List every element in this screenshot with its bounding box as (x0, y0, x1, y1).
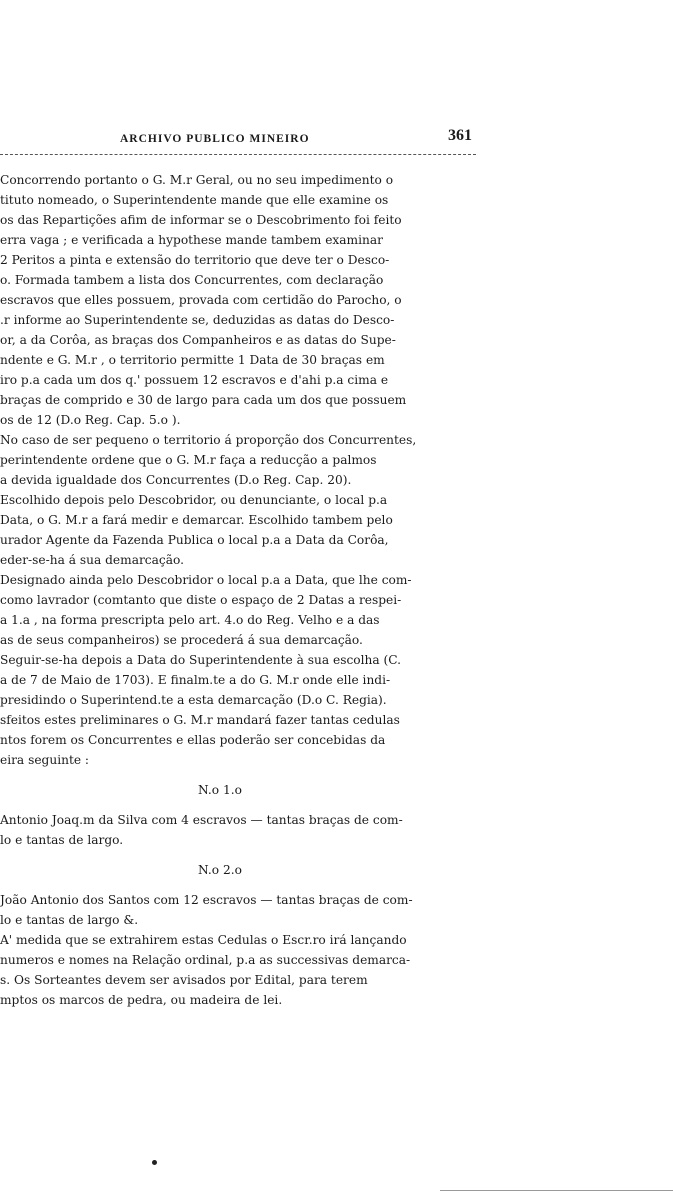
cedula-number: N.o 1.o (198, 783, 242, 797)
cedula-number: N.o 2.o (198, 863, 242, 877)
text-line: Designado ainda pelo Descobridor o local p.a a Data, que lhe com- (0, 573, 412, 587)
text-line: A' medida que se extrahirem estas Cedulas o Escr.ro irá lançando (0, 933, 407, 947)
text-line: a 1.a , na forma prescripta pelo art. 4.o do Reg. Velho e a das (0, 613, 380, 627)
text-line: iro p.a cada um dos q.' possuem 12 escravos e d'ahi p.a cima e (0, 373, 389, 387)
text-line: eira seguinte : (0, 753, 90, 767)
text-line: s. Os Sorteantes devem ser avisados por Edital, para terem (0, 973, 368, 987)
text-line: No caso de ser pequeno o territorio á proporção dos Concurrentes, (0, 433, 417, 447)
text-line: João Antonio dos Santos com 12 escravos — tantas braças de com- (0, 893, 413, 907)
running-title: ARCHIVO PUBLICO MINEIRO (120, 133, 310, 145)
text-line: .r informe ao Superintendente se, deduzidas as datas do Desco- (0, 313, 395, 327)
text-line: lo e tantas de largo. (0, 833, 124, 847)
text-line: 2 Peritos a pinta e extensão do territorio que deve ter o Desco- (0, 253, 390, 267)
text-line: tituto nomeado, o Superintendente mande que elle examine os (0, 193, 389, 207)
text-line: o. Formada tambem a lista dos Concurrentes, com declaração (0, 273, 384, 287)
text-line: os das Repartições afim de informar se o Descobrimento foi feito (0, 213, 402, 227)
text-line: como lavrador (comtanto que diste o espaço de 2 Datas a respei- (0, 593, 402, 607)
text-line: braças de comprido e 30 de largo para cada um dos que possuem (0, 393, 407, 407)
text-line: as de seus companheiros) se procederá á sua demarcação. (0, 633, 363, 647)
ink-dot (152, 1160, 157, 1165)
text-line: urador Agente da Fazenda Publica o local p.a a Data da Corôa, (0, 533, 389, 547)
text-line: ndente e G. M.r , o territorio permitte 1 Data de 30 braças em (0, 353, 385, 367)
text-line: presidindo o Superintend.te a esta demarcação (D.o C. Regia). (0, 693, 387, 707)
text-line: numeros e nomes na Relação ordinal, p.a as successivas demarca- (0, 953, 411, 967)
text-line: Data, o G. M.r a fará medir e demarcar. Escolhido tambem pelo (0, 513, 393, 527)
page-header (0, 127, 673, 155)
text-line: ntos forem os Concurrentes e ellas poderão ser concebidas da (0, 733, 386, 747)
text-line: lo e tantas de largo &. (0, 913, 139, 927)
text-line: eder-se-ha á sua demarcação. (0, 553, 184, 567)
page-number: 361 (448, 127, 472, 144)
text-line: a devida igualdade dos Concurrentes (D.o Reg. Cap. 20). (0, 473, 352, 487)
body-text (0, 170, 520, 1010)
text-line: erra vaga ; e verificada a hypothese mande tambem examinar (0, 233, 383, 247)
text-line: sfeitos estes preliminares o G. M.r mandará fazer tantas cedulas (0, 713, 400, 727)
text-line: perintendente ordene que o G. M.r faça a reducção a palmos (0, 453, 377, 467)
text-line: Seguir-se-ha depois a Data do Superintendente à sua escolha (C. (0, 653, 402, 667)
text-line: mptos os marcos de pedra, ou madeira de lei. (0, 993, 283, 1007)
bottom-rule (440, 1190, 673, 1191)
text-line: Escolhido depois pelo Descobridor, ou denunciante, o local p.a (0, 493, 388, 507)
header-rule (0, 154, 476, 155)
text-line: Antonio Joaq.m da Silva com 4 escravos — tantas braças de com- (0, 813, 403, 827)
text-line: or, a da Corôa, as braças dos Companheiros e as datas do Supe- (0, 333, 396, 347)
text-line: Concorrendo portanto o G. M.r Geral, ou no seu impedimento o (0, 173, 394, 187)
text-line: os de 12 (D.o Reg. Cap. 5.o ). (0, 413, 181, 427)
text-line: escravos que elles possuem, provada com certidão do Parocho, o (0, 293, 402, 307)
text-line: a de 7 de Maio de 1703). E finalm.te a do G. M.r onde elle indi- (0, 673, 391, 687)
